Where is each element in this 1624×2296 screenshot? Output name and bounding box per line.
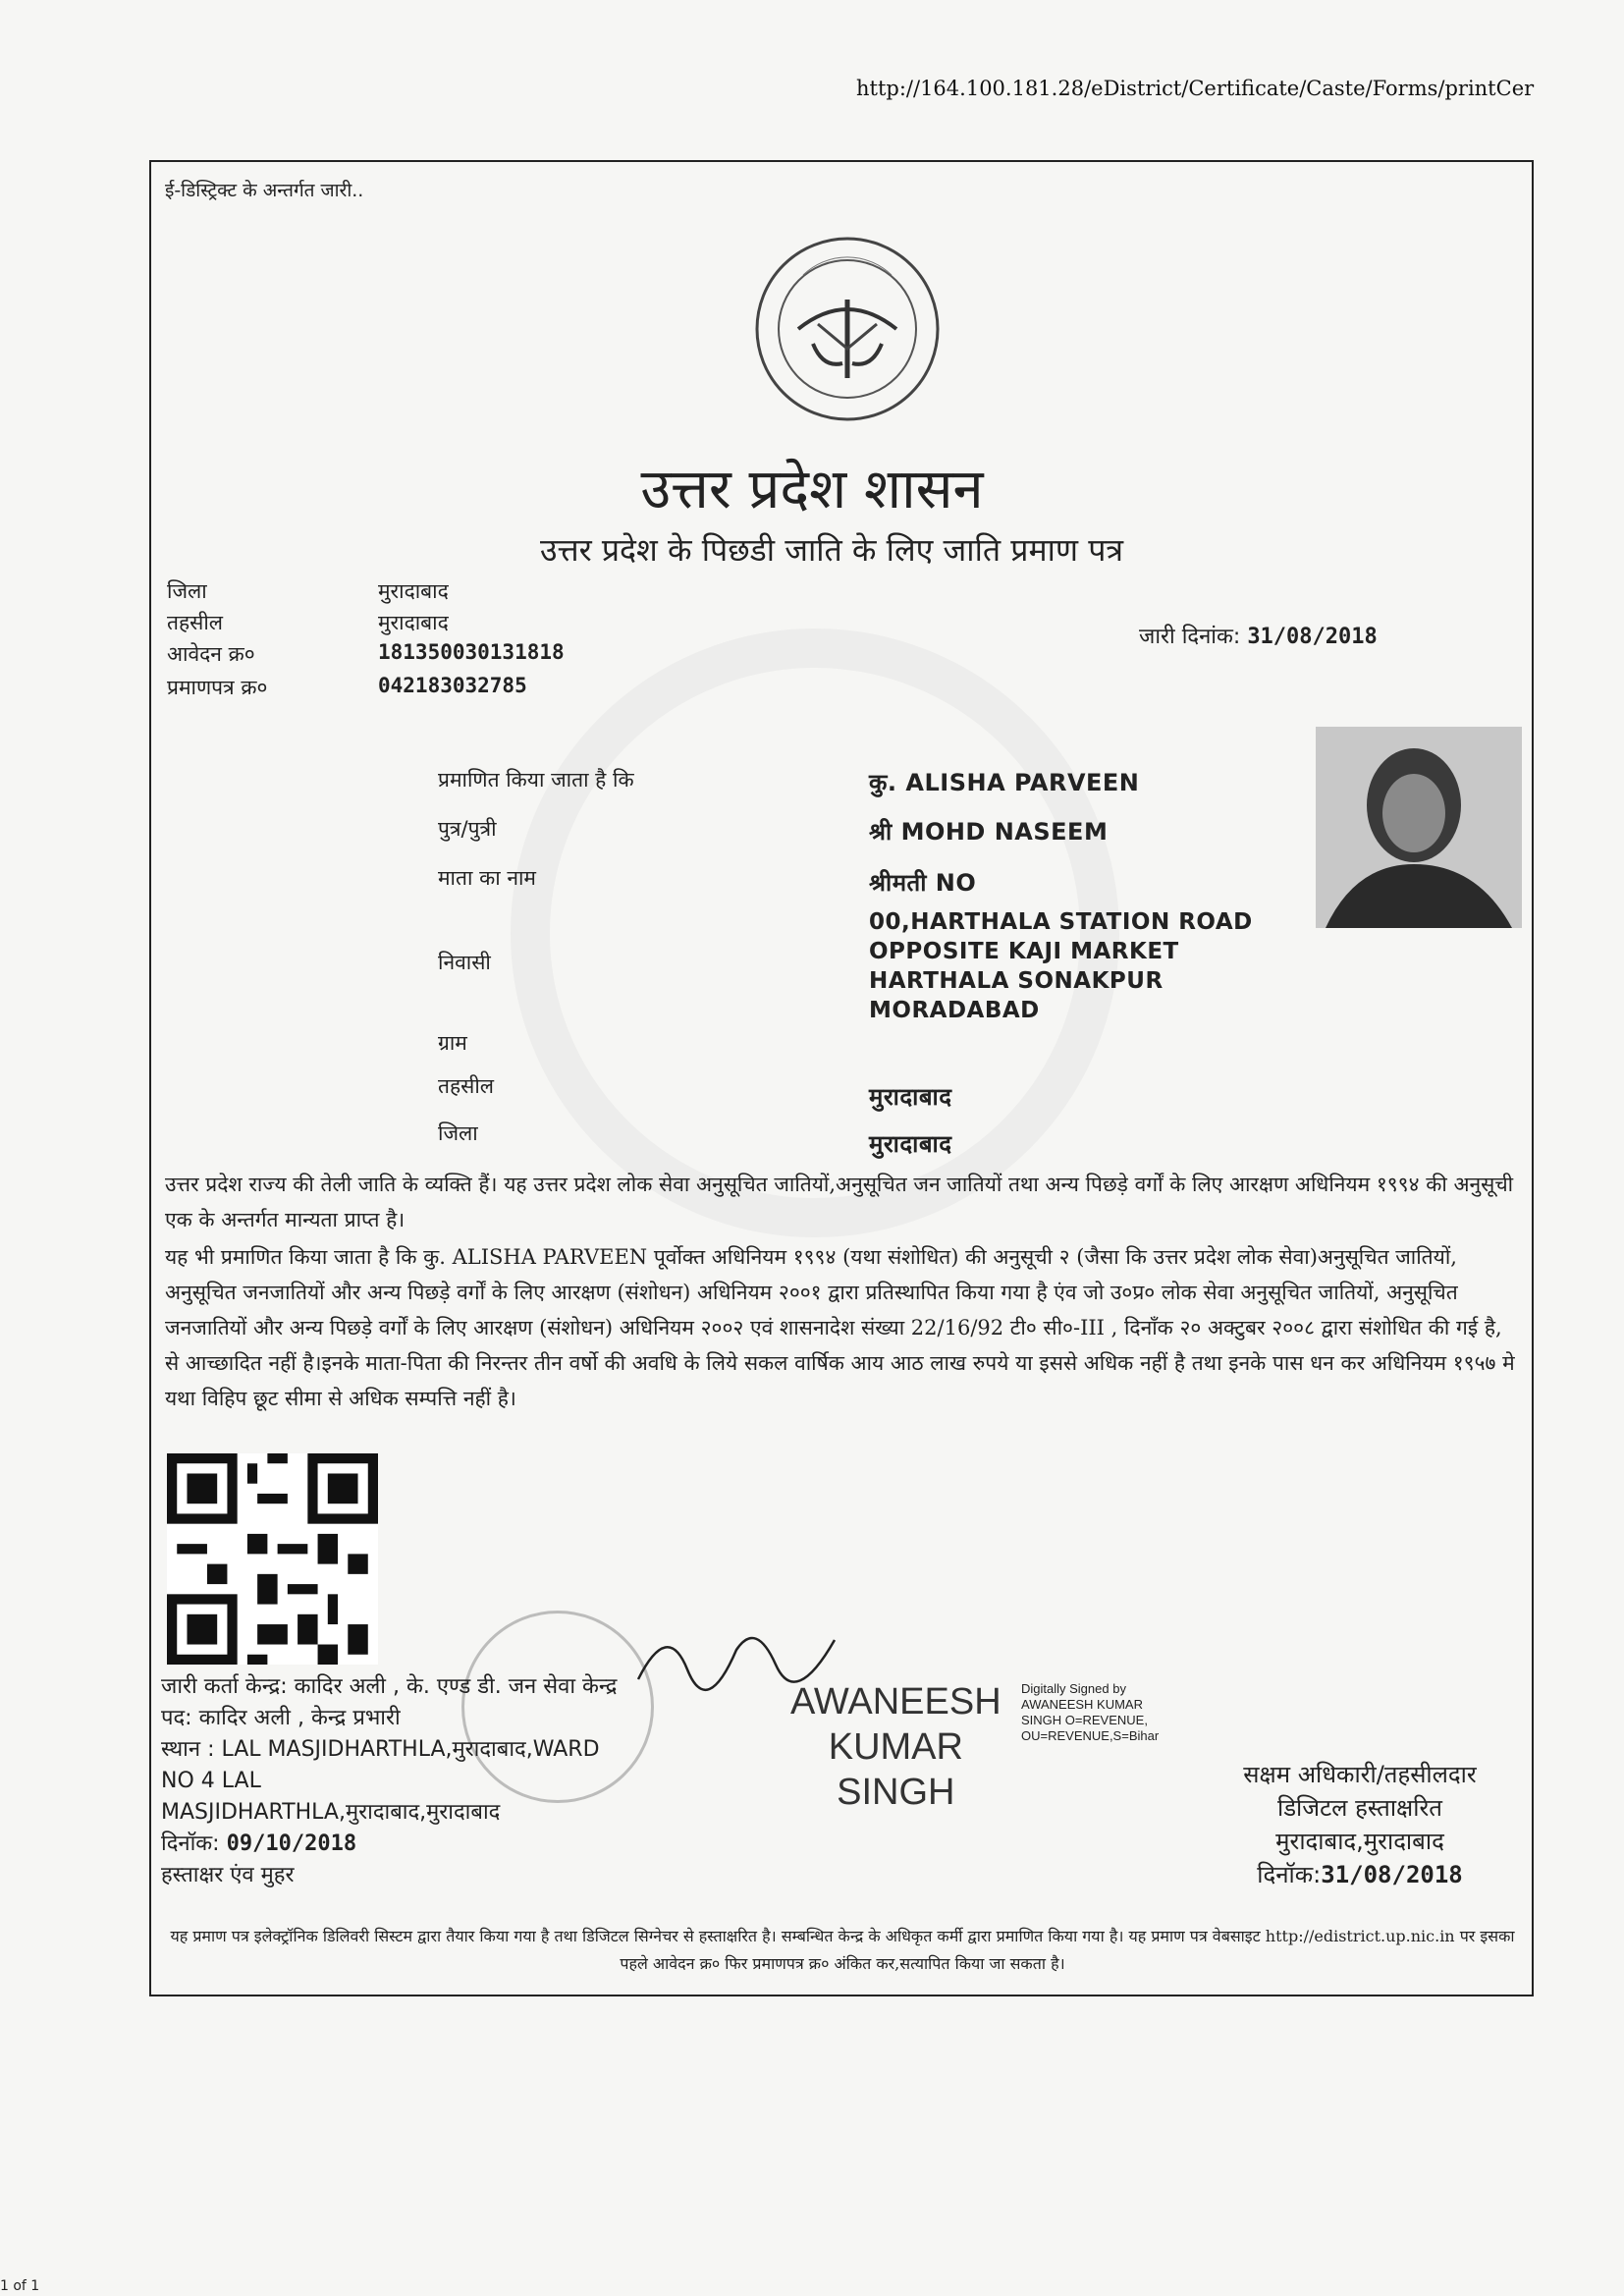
page-number: 1 of 1 bbox=[0, 2278, 40, 2294]
officer-block bbox=[1198, 1758, 1522, 1891]
parent-label: पुत्र/पुत्री bbox=[438, 817, 497, 841]
up-emblem-icon bbox=[744, 231, 950, 427]
address-block bbox=[869, 907, 1253, 1025]
signer-name-line: KUMAR bbox=[828, 1726, 963, 1768]
detail-district-value: मुरादाबाद bbox=[869, 1130, 952, 1158]
issue-date-label: जारी दिनांक: bbox=[1139, 625, 1241, 649]
government-title: उत्तर प्रदेश शासन bbox=[640, 458, 984, 521]
income-paragraph: यह भी प्रमाणित किया जाता है कि कु. ALISHA PARVEEN पूर्वोक्त अधिनियम १९९४ (यथा संशोधित) की अनुसूची २ (जैसा कि उत्तर प्रदेश लोक सेवा)अनुसूचित जातियों, अनुसूचित जनजातियों और अन्य पिछड़े वर्गों के लिए आरक्षण (संशोधन) अधिनियम २००१ द्वारा प्रतिस्थापित किया गया है एंव जो उ०प्र० लोक सेवा अनुसूचित जातियों, अनुसूचित जनजातियों और अन्य पिछड़े वर्गों के लिए आरक्षण (संशोधन) अधिनियम २००२ एवं शासनादेश संख्या 22/16/92 टी० सी०-III , दिनाँक २० अक्टुबर २००८ द्वारा संशोधित की गई है, से आच्छादित नहीं है।इनके माता-पिता की निरन्तर तीन वर्षो की अवधि के लिये सकल वार्षिक आय आठ लाख रुपये या इससे अधिक नहीं है तथा इनके पास धन कर अधिनियम १९५७ मे यथा विहिप छूट सीमा से अधिक सम्पत्ति नहीं है। bbox=[165, 1245, 1515, 1410]
issuer-center: जारी कर्ता केन्द्र: कादिर अली , के. एण्ड डी. जन सेवा केन्द्र bbox=[161, 1674, 618, 1699]
issued-under-text: ई-डिस्ट्रिक्ट के अन्तर्गत जारी.. bbox=[165, 180, 364, 201]
issuer-block bbox=[161, 1671, 617, 1891]
district-label: जिला bbox=[167, 579, 207, 603]
issuer-post: पद: कादिर अली , केन्द्र प्रभारी bbox=[161, 1706, 401, 1730]
signature-detail-line: OU=REVENUE,S=Bihar bbox=[1021, 1728, 1160, 1743]
signature-detail-line: Digitally Signed by bbox=[1021, 1681, 1126, 1696]
detail-tehsil-label: तहसील bbox=[438, 1074, 494, 1098]
detail-tehsil-value: मुरादाबाद bbox=[869, 1083, 952, 1111]
person-silhouette-icon bbox=[1316, 727, 1522, 928]
issuer-place-1: स्थान : LAL MASJIDHARTHLA,मुरादाबाद,WARD bbox=[161, 1737, 600, 1762]
officer-date-label: दिनॉक: bbox=[1257, 1861, 1322, 1888]
qr-code-icon bbox=[167, 1453, 378, 1665]
issuer-place-3: MASJIDHARTHLA,मुरादाबाद,मुरादाबाद bbox=[161, 1800, 501, 1825]
issue-date bbox=[1139, 621, 1378, 650]
mother-label: माता का नाम bbox=[438, 866, 536, 890]
mother-name: श्रीमती NO bbox=[869, 869, 977, 897]
applicant-name: कु. ALISHA PARVEEN bbox=[869, 769, 1140, 796]
address-line: HARTHALA SONAKPUR bbox=[869, 968, 1164, 994]
page-url: http://164.100.181.28/eDistrict/Certificate/Caste/Forms/printCer bbox=[856, 77, 1535, 100]
footer-note: यह प्रमाण पत्र इलेक्ट्रॉनिक डिलिवरी सिस्टम द्वारा तैयार किया गया है तथा डिजिटल सिग्नेचर से हस्ताक्षरित है। सम्बन्धित केन्द्र के अधिकृत कर्मी द्वारा प्रमाणित किया गया है। यह प्रमाण पत्र वेबसाइट http://edistrict.up.nic.in पर इसका पहले आवेदन क्र० फिर प्रमाणपत्र क्र० अंकित कर,सत्यापित किया जा सकता है। bbox=[170, 1927, 1515, 1973]
signer-name-line: AWANEESH bbox=[790, 1681, 1001, 1722]
officer-title: सक्षम अधिकारी/तहसीलदार bbox=[1243, 1761, 1477, 1788]
issuer-place-2: NO 4 LAL bbox=[161, 1769, 261, 1793]
caste-paragraph: उत्तर प्रदेश राज्य की तेली जाति के व्यक्ति हैं। यह उत्तर प्रदेश लोक सेवा अनुसूचित जातियों,अनुसूचित जन जातियों तथा अन्य पिछड़े वर्गों के लिए आरक्षण अधिनियम १९९४ की अनुसूची एक के अन्तर्गत मान्यता प्राप्त है। bbox=[165, 1173, 1514, 1231]
certificate-no-value: 042183032785 bbox=[378, 674, 527, 697]
village-label: ग्राम bbox=[438, 1031, 467, 1055]
address-line: OPPOSITE KAJI MARKET bbox=[869, 939, 1179, 964]
officer-location: मुरादाबाद,मुरादाबाद bbox=[1275, 1828, 1444, 1855]
tehsil-value: मुरादाबाद bbox=[378, 611, 449, 634]
digital-signature-details bbox=[1021, 1681, 1159, 1744]
applicant-photo bbox=[1316, 727, 1522, 928]
officer-date bbox=[1198, 1858, 1522, 1891]
certified-label: प्रमाणित किया जाता है कि bbox=[438, 768, 634, 792]
application-no-value: 181350030131818 bbox=[378, 640, 565, 664]
officer-date-value: 31/08/2018 bbox=[1321, 1861, 1463, 1888]
resident-label: निवासी bbox=[438, 951, 491, 974]
issuer-sign-label: हस्ताक्षर एंव मुहर bbox=[161, 1863, 295, 1887]
district-value: मुरादाबाद bbox=[378, 579, 449, 603]
signature-detail-line: SINGH O=REVENUE, bbox=[1021, 1713, 1148, 1727]
certificate-no-label: प्रमाणपत्र क्र० bbox=[167, 676, 268, 699]
address-line: MORADABAD bbox=[869, 998, 1040, 1023]
issuer-date-value: 09/10/2018 bbox=[226, 1831, 357, 1856]
signer-name-line: SINGH bbox=[837, 1772, 955, 1813]
issuer-date-label: दिनॉक: bbox=[161, 1831, 220, 1856]
digital-signer-name bbox=[790, 1679, 1001, 1815]
detail-district-label: जिला bbox=[438, 1121, 478, 1145]
certificate-title: उत्तर प्रदेश के पिछडी जाति के लिए जाति प्रमाण पत्र bbox=[539, 531, 1124, 569]
father-name: श्री MOHD NASEEM bbox=[869, 818, 1109, 846]
tehsil-label: तहसील bbox=[167, 611, 223, 634]
application-no-label: आवेदन क्र० bbox=[167, 642, 255, 666]
address-line: 00,HARTHALA STATION ROAD bbox=[869, 909, 1253, 935]
issue-date-value: 31/08/2018 bbox=[1247, 625, 1378, 649]
issuer-date bbox=[161, 1829, 617, 1860]
signature-detail-line: AWANEESH KUMAR bbox=[1021, 1697, 1143, 1712]
officer-signed: डिजिटल हस्ताक्षरित bbox=[1277, 1794, 1442, 1822]
